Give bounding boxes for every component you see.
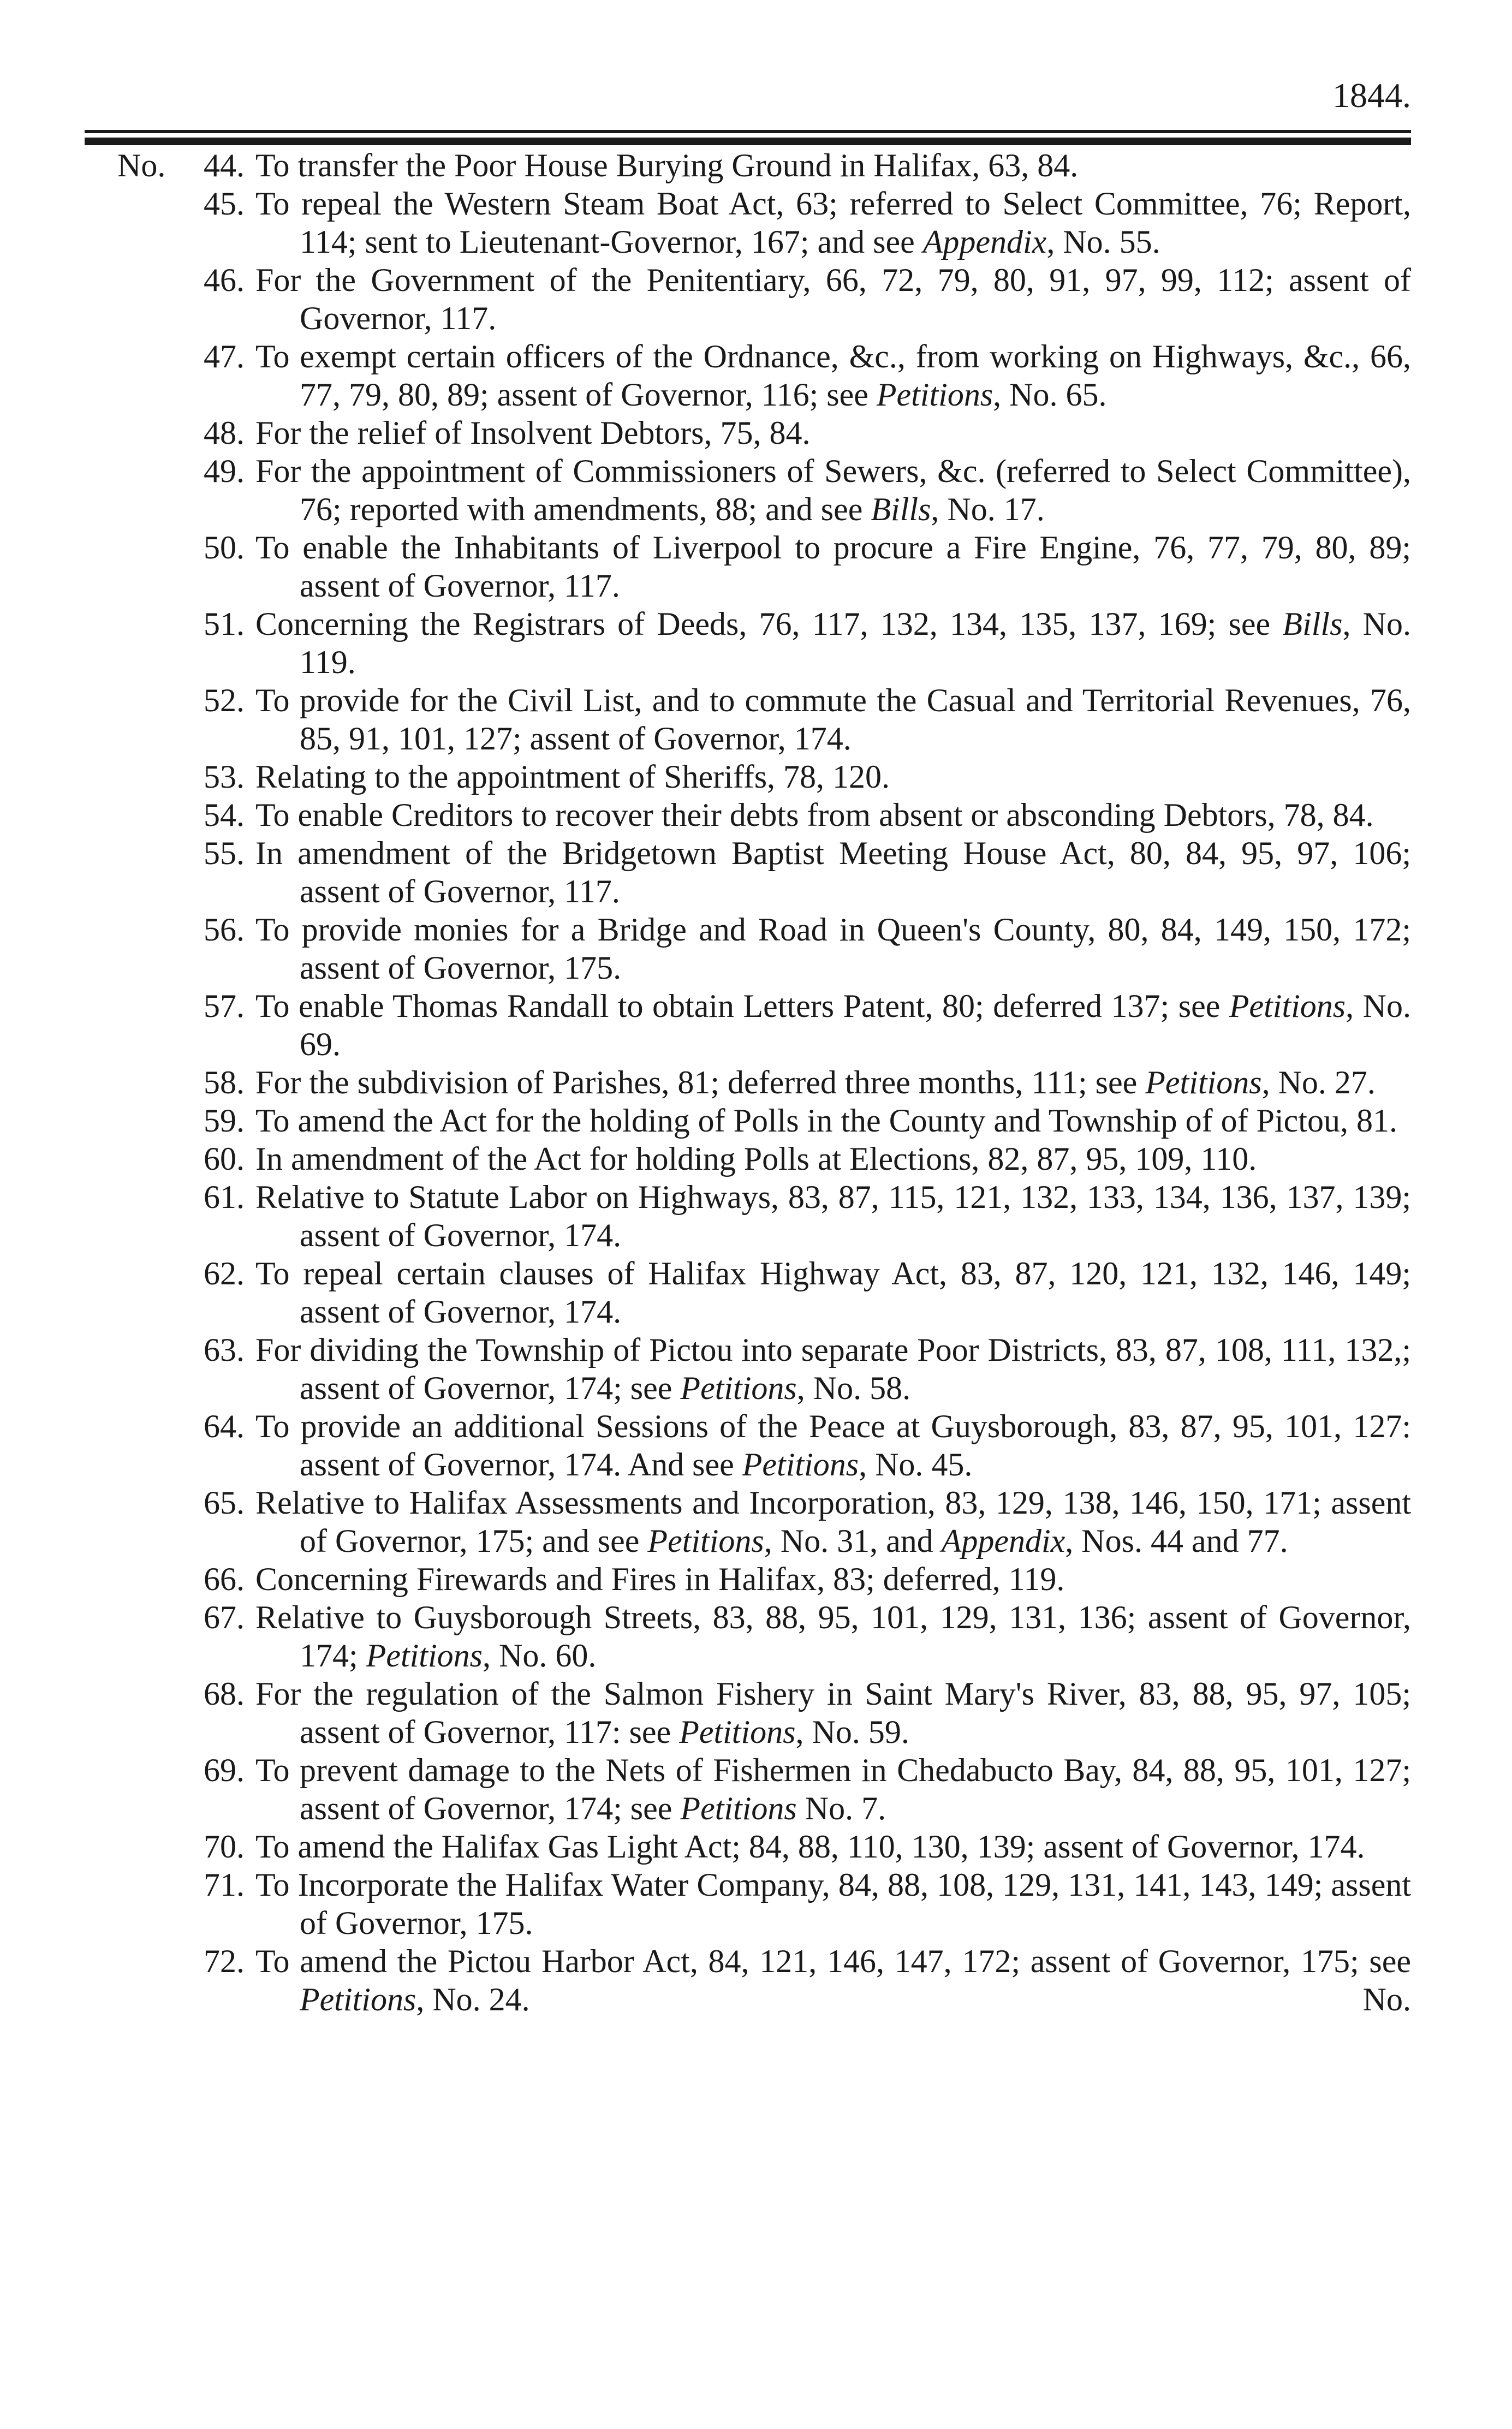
entry-number: 53.: [204, 759, 245, 795]
entry-number: 61.: [204, 1179, 245, 1215]
entry-number: 67.: [204, 1599, 245, 1635]
bill-entry: [0, 605, 1512, 681]
entry-text: To provide monies for a Bridge and Road in Queen's County, 80, 84, 149, 150, 172; assent of Governor, 175.: [255, 912, 1411, 986]
entry-text: To enable Thomas Randall to obtain Letters Patent, 80; deferred 137; see Petitions, No. 69.: [255, 988, 1411, 1062]
bill-entry: [0, 796, 1512, 834]
entry-text: To provide for the Civil List, and to commute the Casual and Territorial Revenues, 76, 85, 91, 101, 127; assent of Governor, 174.: [255, 682, 1411, 757]
entry-number: 57.: [204, 988, 245, 1024]
entry-text: Relative to Halifax Assessments and Incorporation, 83, 129, 138, 146, 150, 171; assent of Governor, 175; and see Petitions, No. 31, and Appendix, Nos. 44 and 77.: [255, 1485, 1411, 1559]
entry-text: Relative to Guysborough Streets, 83, 88, 95, 101, 129, 131, 136; assent of Governor, 174; Petitions, No. 60.: [255, 1599, 1411, 1674]
entry-text: To repeal the Western Steam Boat Act, 63; referred to Select Committee, 76; Report, 114; sent to Lieutenant-Governor, 167; and see Appendix, No. 55.: [255, 186, 1411, 260]
entry-text: To enable Creditors to recover their debts from absent or absconding Debtors, 78, 84.: [255, 797, 1374, 833]
entry-text: For dividing the Township of Pictou into separate Poor Districts, 83, 87, 108, 111, 132,; assent of Governor, 174; see Petitions, No. 58.: [255, 1332, 1411, 1406]
bill-entry: [0, 1484, 1512, 1560]
italic-reference: Petitions: [679, 1714, 796, 1750]
entry-text: For the Government of the Penitentiary, 66, 72, 79, 80, 91, 97, 99, 112; assent of Governor, 117.: [255, 262, 1411, 336]
bill-entries-list: [0, 146, 1512, 2019]
entry-number: 72.: [204, 1943, 245, 1979]
entry-number: 56.: [204, 912, 245, 948]
entry-text: To amend the Halifax Gas Light Act; 84, 88, 110, 130, 139; assent of Governor, 174.: [255, 1829, 1365, 1865]
entry-text: In amendment of the Bridgetown Baptist Meeting House Act, 80, 84, 95, 97, 106; assent of Governor, 117.: [255, 835, 1411, 909]
entry-number: 69.: [204, 1752, 245, 1788]
bill-entry: [0, 337, 1512, 414]
entry-number-prefix: No.: [117, 147, 166, 183]
entry-text: Relating to the appointment of Sheriffs, 78, 120.: [255, 759, 890, 795]
entry-number: 44.: [204, 147, 245, 183]
entry-number: 50.: [204, 529, 245, 565]
italic-reference: Bills: [871, 491, 931, 527]
bill-entry: [0, 1866, 1512, 1942]
bill-entry: [0, 1675, 1512, 1751]
entry-text: To exempt certain officers of the Ordnance, &c., from working on Highways, &c., 66, 77, 79, 80, 89; assent of Governor, 116; see Petitions, No. 65.: [255, 338, 1411, 413]
entry-text: To amend the Pictou Harbor Act, 84, 121, 146, 147, 172; assent of Governor, 175; see Petitions, No. 24.: [255, 1943, 1411, 2017]
bill-entry: [0, 1254, 1512, 1331]
entry-text: In amendment of the Act for holding Polls at Elections, 82, 87, 95, 109, 110.: [255, 1141, 1257, 1177]
bill-entry: [0, 1560, 1512, 1598]
entry-number: 54.: [204, 797, 245, 833]
italic-reference: Petitions: [742, 1446, 859, 1483]
bill-entry: [0, 1140, 1512, 1178]
entry-text: To repeal certain clauses of Halifax Highway Act, 83, 87, 120, 121, 132, 146, 149; assent of Governor, 174.: [255, 1255, 1411, 1330]
italic-reference: Appendix: [922, 224, 1047, 260]
entry-text: Relative to Statute Labor on Highways, 83, 87, 115, 121, 132, 133, 134, 136, 137, 139; assent of Governor, 174.: [255, 1179, 1411, 1253]
entry-number: 66.: [204, 1561, 245, 1597]
bill-entry: [0, 146, 1512, 184]
bill-entry: [0, 834, 1512, 910]
bill-entry: [0, 1102, 1512, 1140]
bill-entry: [0, 528, 1512, 605]
entry-text: To Incorporate the Halifax Water Company, 84, 88, 108, 129, 131, 141, 143, 149; assent of Governor, 175.: [255, 1867, 1411, 1941]
entry-text: For the subdivision of Parishes, 81; deferred three months, 111; see Petitions, No. 27.: [255, 1064, 1376, 1100]
bill-entry: [0, 261, 1512, 337]
bill-entry: [0, 1751, 1512, 1827]
bill-entry: [0, 1407, 1512, 1484]
entry-number: 65.: [204, 1485, 245, 1521]
entry-number: 48.: [204, 415, 245, 451]
entry-number: 55.: [204, 835, 245, 871]
entry-number: 52.: [204, 682, 245, 718]
entry-number: 51.: [204, 606, 245, 642]
entry-number: 64.: [204, 1408, 245, 1444]
entry-text: Concerning the Registrars of Deeds, 76, 117, 132, 134, 135, 137, 169; see Bills, No. 119.: [255, 606, 1411, 680]
entry-text: For the relief of Insolvent Debtors, 75, 84.: [255, 415, 811, 451]
italic-reference: Bills: [1282, 606, 1343, 642]
header-double-rule: [85, 130, 1411, 145]
bill-entry: [0, 1331, 1512, 1407]
entry-text: To enable the Inhabitants of Liverpool to procure a Fire Engine, 76, 77, 79, 80, 89; assent of Governor, 117.: [255, 529, 1411, 604]
italic-reference: Petitions: [366, 1638, 483, 1674]
entry-number: 60.: [204, 1141, 245, 1177]
entry-number: 63.: [204, 1332, 245, 1368]
bill-entry: [0, 681, 1512, 758]
bill-entry: [0, 184, 1512, 261]
entry-number: 45.: [204, 186, 245, 222]
italic-reference: Petitions: [300, 1981, 416, 2017]
italic-reference: Petitions: [680, 1370, 797, 1406]
entry-number: 68.: [204, 1676, 245, 1712]
bill-entry: [0, 452, 1512, 528]
entry-number: 58.: [204, 1064, 245, 1100]
entry-text: To transfer the Poor House Burying Ground in Halifax, 63, 84.: [255, 147, 1079, 183]
entry-text: To provide an additional Sessions of the Peace at Guysborough, 83, 87, 95, 101, 127: assent of Governor, 174. And see Petitions, No. 45.: [255, 1408, 1411, 1483]
bill-entry: [0, 1827, 1512, 1866]
entry-number: 62.: [204, 1255, 245, 1291]
entry-text: For the regulation of the Salmon Fishery in Saint Mary's River, 83, 88, 95, 97, 105; assent of Governor, 117: see Petitions, No. 59.: [255, 1676, 1411, 1750]
bill-entry: [0, 1942, 1512, 2019]
italic-reference: Petitions: [876, 377, 993, 413]
entry-number: 59.: [204, 1103, 245, 1139]
entry-text: Concerning Firewards and Fires in Halifax, 83; deferred, 119.: [255, 1561, 1065, 1597]
italic-reference: Petitions: [680, 1790, 797, 1826]
italic-reference: Petitions: [1229, 988, 1346, 1024]
bill-entry: [0, 1598, 1512, 1675]
italic-reference: Petitions: [647, 1523, 764, 1559]
bill-entry: [0, 1178, 1512, 1254]
bill-entry: [0, 1063, 1512, 1102]
bill-entry: [0, 414, 1512, 452]
entry-number: 47.: [204, 338, 245, 374]
entry-number: 71.: [204, 1867, 245, 1903]
page-header-year: 1844.: [1332, 76, 1411, 115]
entry-text: To amend the Act for the holding of Polls in the County and Township of of Pictou, 81.: [255, 1103, 1397, 1139]
italic-reference: Appendix: [941, 1523, 1065, 1559]
bill-entry: [0, 987, 1512, 1063]
entry-text: To prevent damage to the Nets of Fishermen in Chedabucto Bay, 84, 88, 95, 101, 127; assent of Governor, 174; see Petitions No. 7.: [255, 1752, 1411, 1826]
entry-number: 46.: [204, 262, 245, 298]
bill-entry: [0, 910, 1512, 987]
bill-entry: [0, 758, 1512, 796]
entry-number: 70.: [204, 1829, 245, 1865]
entry-text: For the appointment of Commissioners of Sewers, &c. (referred to Select Committee), 76; reported with amendments, 88; and see Bills, No. 17.: [255, 453, 1411, 527]
italic-reference: Petitions: [1145, 1064, 1262, 1100]
page-catchword: No.: [1362, 1981, 1411, 2017]
entry-number: 49.: [204, 453, 245, 489]
